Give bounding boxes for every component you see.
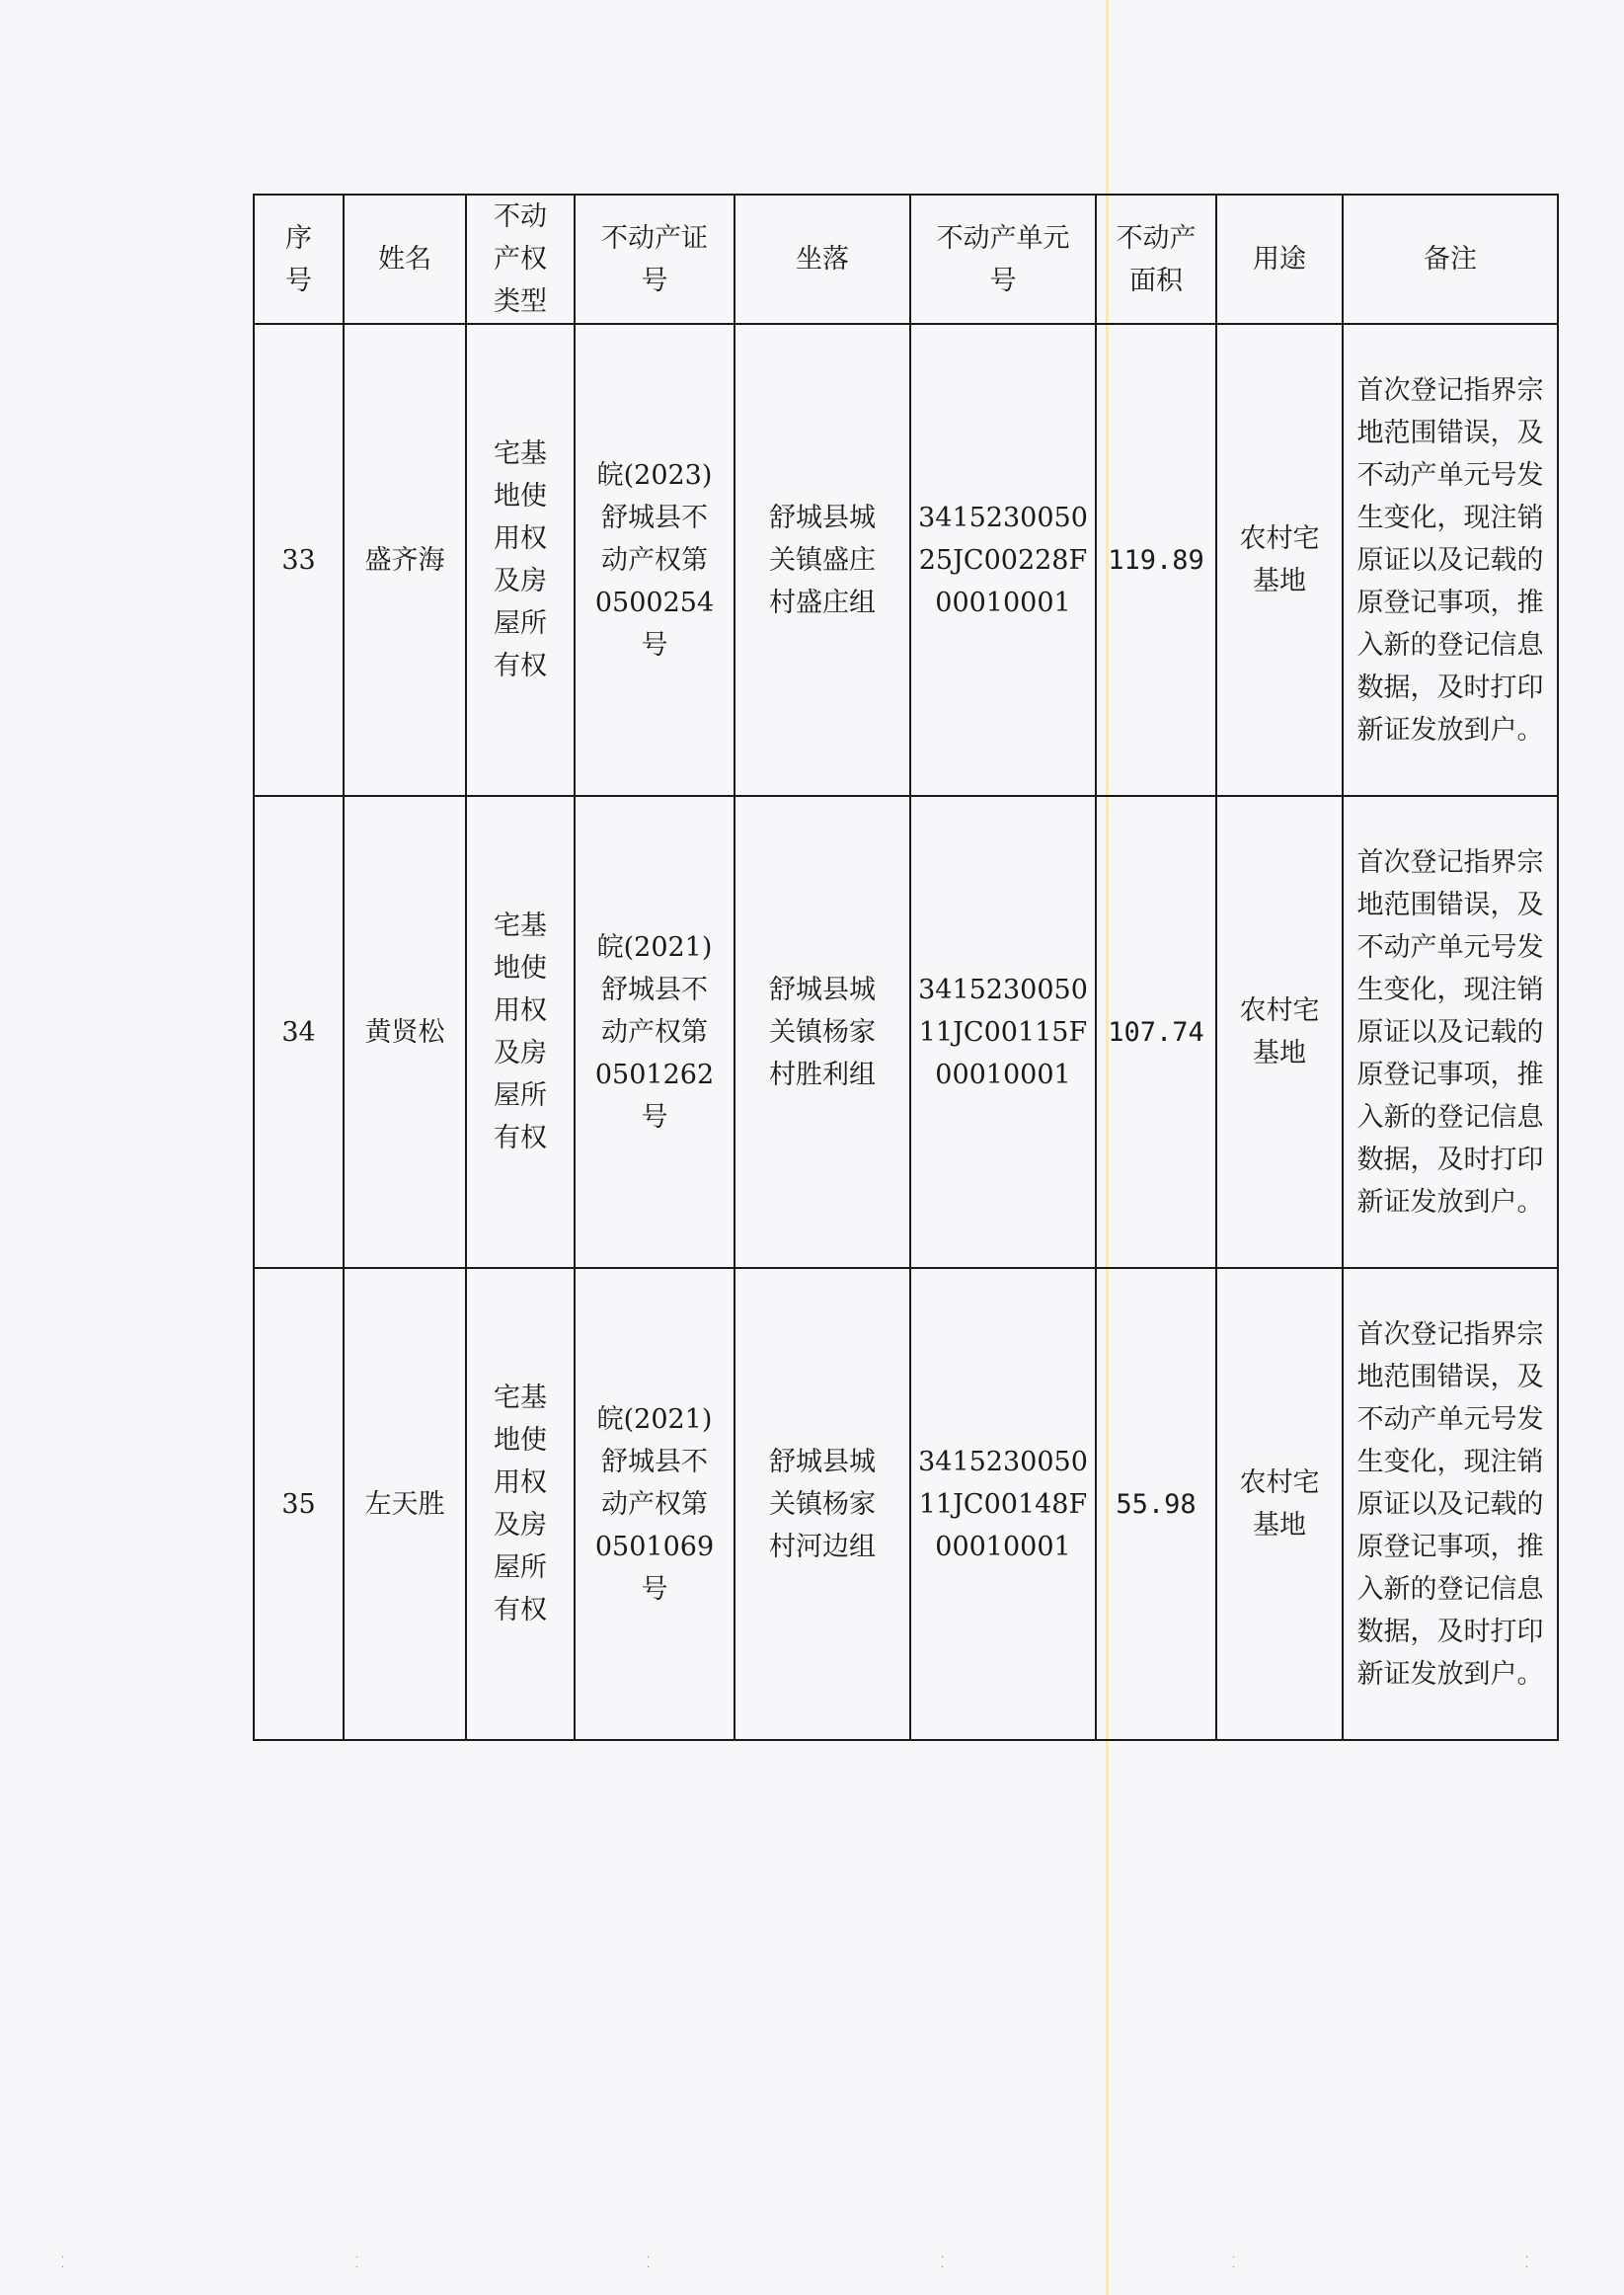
header-row bbox=[254, 195, 1558, 324]
table-row bbox=[254, 1268, 1558, 1740]
cell-seq: 35 bbox=[254, 1268, 344, 1740]
cell-usage: 农村宅 基地 bbox=[1216, 796, 1343, 1268]
cell-right-type: 宅基 地使 用权 及房 屋所 有权 bbox=[466, 324, 575, 796]
cell-name: 黄贤松 bbox=[344, 796, 466, 1268]
cell-usage: 农村宅 基地 bbox=[1216, 324, 1343, 796]
cell-unit-no: 3415230050 11JC00148F 00010001 bbox=[910, 1268, 1096, 1740]
scan-speck: · · bbox=[647, 2253, 651, 2273]
header-unit-no: 不动产单元 号 bbox=[910, 195, 1096, 324]
cell-remark: 首次登记指界宗地范围错误，及不动产单元号发生变化，现注销原证以及记载的原登记事项，推入新的登记信息数据，及时打印新证发放到户。 bbox=[1343, 796, 1558, 1268]
cell-right-type: 宅基 地使 用权 及房 屋所 有权 bbox=[466, 1268, 575, 1740]
cell-unit-no: 3415230050 11JC00115F 00010001 bbox=[910, 796, 1096, 1268]
cell-cert-no: 皖(2021) 舒城县不 动产权第 0501069 号 bbox=[575, 1268, 735, 1740]
header-area: 不动产 面积 bbox=[1096, 195, 1216, 324]
cell-name: 左天胜 bbox=[344, 1268, 466, 1740]
header-right-type: 不动 产权 类型 bbox=[466, 195, 575, 324]
registry-table bbox=[253, 194, 1559, 1741]
cell-name: 盛齐海 bbox=[344, 324, 466, 796]
cell-unit-no: 3415230050 25JC00228F 00010001 bbox=[910, 324, 1096, 796]
scan-speck: · · bbox=[61, 2253, 65, 2273]
header-seq: 序 号 bbox=[254, 195, 344, 324]
scan-speck: · · bbox=[941, 2253, 945, 2273]
cell-remark: 首次登记指界宗地范围错误，及不动产单元号发生变化，现注销原证以及记载的原登记事项，推入新的登记信息数据，及时打印新证发放到户。 bbox=[1343, 1268, 1558, 1740]
header-location: 坐落 bbox=[735, 195, 910, 324]
cell-location: 舒城县城 关镇盛庄 村盛庄组 bbox=[735, 324, 910, 796]
cell-area: 119.89 bbox=[1096, 324, 1216, 796]
cell-remark: 首次登记指界宗地范围错误，及不动产单元号发生变化，现注销原证以及记载的原登记事项，推入新的登记信息数据，及时打印新证发放到户。 bbox=[1343, 324, 1558, 796]
scan-speck: · · bbox=[1525, 2253, 1529, 2273]
cell-area: 107.74 bbox=[1096, 796, 1216, 1268]
header-remark: 备注 bbox=[1343, 195, 1558, 324]
cell-usage: 农村宅 基地 bbox=[1216, 1268, 1343, 1740]
scan-speck: · · bbox=[1232, 2253, 1236, 2273]
cell-cert-no: 皖(2023) 舒城县不 动产权第 0500254 号 bbox=[575, 324, 735, 796]
cell-seq: 33 bbox=[254, 324, 344, 796]
header-cert-no: 不动产证 号 bbox=[575, 195, 735, 324]
cell-area: 55.98 bbox=[1096, 1268, 1216, 1740]
header-usage: 用途 bbox=[1216, 195, 1343, 324]
scan-speck: · · bbox=[355, 2253, 359, 2273]
registry-sheet bbox=[253, 194, 1557, 1741]
table-row bbox=[254, 796, 1558, 1268]
cell-location: 舒城县城 关镇杨家 村河边组 bbox=[735, 1268, 910, 1740]
cell-right-type: 宅基 地使 用权 及房 屋所 有权 bbox=[466, 796, 575, 1268]
cell-cert-no: 皖(2021) 舒城县不 动产权第 0501262 号 bbox=[575, 796, 735, 1268]
table-row bbox=[254, 324, 1558, 796]
cell-location: 舒城县城 关镇杨家 村胜利组 bbox=[735, 796, 910, 1268]
cell-seq: 34 bbox=[254, 796, 344, 1268]
header-name: 姓名 bbox=[344, 195, 466, 324]
